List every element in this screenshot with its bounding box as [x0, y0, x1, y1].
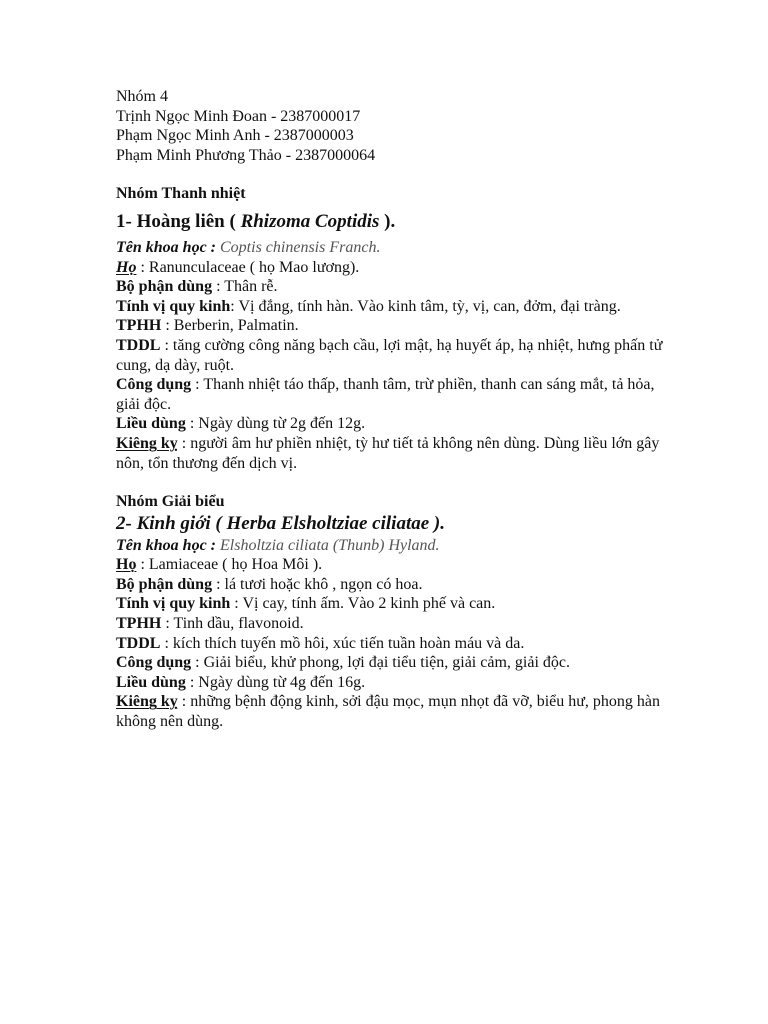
field-composition [116, 614, 668, 634]
field-pharmacology [116, 336, 668, 375]
herb-title-latin: Rhizoma Coptidis [240, 210, 380, 232]
field-uses [116, 653, 668, 673]
field-label: TPHH [116, 317, 162, 335]
field-value: : Vị cay, tính ấm. Vào 2 kinh phế và can. [230, 595, 496, 613]
field-scientific-name [116, 238, 668, 258]
field-label: Tính vị quy kinh [116, 297, 231, 315]
field-contraindications [116, 434, 668, 473]
herb-title: 2- Kinh giới ( Herba Elsholtziae ciliatae ). [116, 512, 445, 534]
field-label: Kiêng kỵ [116, 693, 178, 711]
field-value: : những bệnh động kinh, sởi đậu mọc, mụn nhọt đã vỡ, biểu hư, phong hàn không nên dùng. [116, 693, 661, 731]
field-label: TDDL [116, 336, 161, 354]
field-value: : Ngày dùng từ 4g đến 16g. [185, 673, 366, 691]
field-contraindications [116, 692, 668, 731]
field-label: Tên khoa học : [116, 536, 216, 554]
field-value: : Lamiaceae ( họ Hoa Môi ). [136, 556, 323, 574]
field-part-used [116, 277, 668, 297]
field-label: Liều dùng [116, 415, 186, 433]
field-composition [116, 316, 668, 336]
field-value: : Vị đắng, tính hàn. Vào kinh tâm, tỳ, vị, can, đởm, đại tràng. [230, 297, 621, 315]
field-value: : Thân rễ. [212, 278, 278, 296]
field-value: Elsholtzia ciliata (Thunb) Hyland. [216, 536, 440, 554]
field-value: : Ngày dùng từ 2g đến 12g. [185, 415, 366, 433]
field-label: Bộ phận dùng [116, 575, 213, 593]
section-thanh-nhiet [116, 184, 668, 473]
field-value: : Tinh dầu, flavonoid. [161, 615, 304, 633]
field-dosage [116, 414, 668, 434]
section-group-title: Nhóm Thanh nhiệt [116, 185, 246, 203]
field-label: Tính vị quy kinh [116, 595, 231, 613]
field-value: : Berberin, Palmatin. [161, 317, 299, 335]
header-block [116, 87, 668, 165]
field-value: : người âm hư phiền nhiệt, tỳ hư tiết tả không nên dùng. Dùng liều lớn gây nôn, tổn thương đến dịch vị. [116, 434, 660, 472]
herb-title [116, 210, 668, 234]
field-value: : Ranunculaceae ( họ Mao lương). [136, 258, 360, 276]
member-1: Trịnh Ngọc Minh Đoan - 2387000017 [116, 107, 361, 125]
group-name: Nhóm 4 [116, 88, 168, 105]
field-part-used [116, 575, 668, 595]
field-value: : kích thích tuyến mồ hôi, xúc tiến tuần hoàn máu và da. [160, 634, 525, 652]
field-value: Coptis chinensis Franch. [216, 238, 381, 256]
field-label: TPHH [116, 615, 162, 633]
section-group-title: Nhóm Giải biểu [116, 493, 225, 511]
field-label: Công dụng [116, 654, 192, 672]
member-2: Phạm Ngọc Minh Anh - 2387000003 [116, 127, 354, 145]
field-pharmacology [116, 634, 668, 654]
field-value: : Giải biểu, khử phong, lợi đại tiểu tiện, giải cảm, giải độc. [191, 654, 570, 672]
field-label: Kiêng kỵ [116, 434, 178, 452]
field-dosage [116, 673, 668, 693]
field-taste-meridian [116, 297, 668, 317]
field-label: Công dụng [116, 376, 192, 394]
field-label: Liều dùng [116, 673, 186, 691]
field-family [116, 555, 668, 575]
field-value: : lá tươi hoặc khô , ngọn có hoa. [212, 575, 423, 593]
field-label: Họ [116, 258, 137, 276]
section-giai-bieu [116, 492, 668, 732]
field-value: : Thanh nhiệt táo thấp, thanh tâm, trừ phiền, thanh can sáng mắt, tả hỏa, giải độc. [116, 376, 655, 413]
field-label: TDDL [116, 634, 161, 652]
field-label: Bộ phận dùng [116, 278, 213, 296]
herb-title-end: ). [379, 210, 396, 232]
field-uses [116, 375, 668, 414]
member-3: Phạm Minh Phương Thảo - 2387000064 [116, 146, 376, 164]
field-family [116, 258, 668, 278]
field-taste-meridian [116, 594, 668, 614]
field-label: Tên khoa học : [116, 238, 216, 256]
field-value: : tăng cường công năng bạch cầu, lợi mật, hạ huyết áp, hạ nhiệt, hưng phấn tử cung, dạ dày, ruột. [116, 336, 663, 374]
herb-title-num: 1- Hoàng liên ( [116, 210, 241, 232]
field-scientific-name [116, 536, 668, 556]
field-label: Họ [116, 556, 137, 574]
